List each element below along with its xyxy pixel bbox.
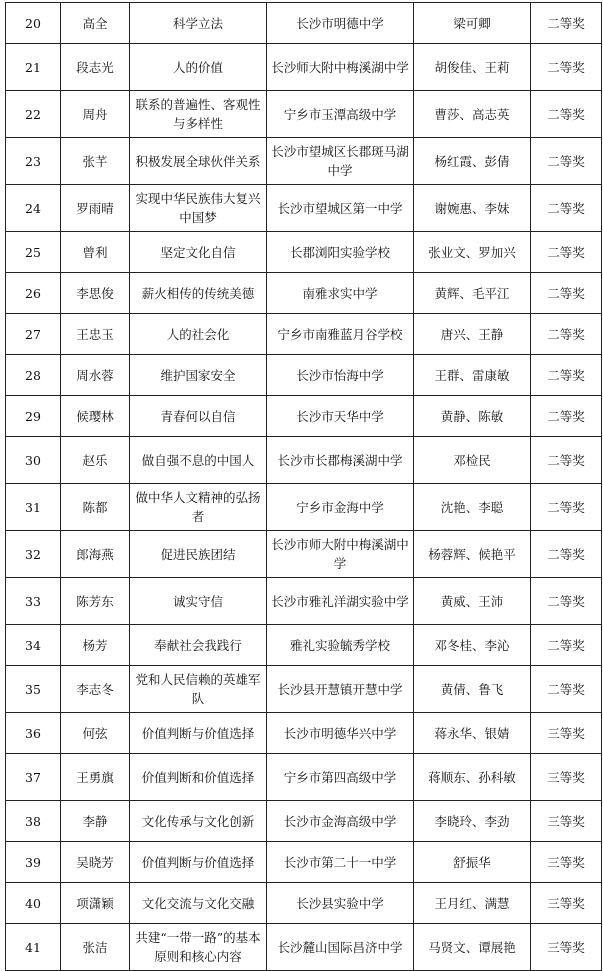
row-number: 34 [6, 625, 61, 666]
table-row [6, 531, 602, 578]
award: 三等奖 [531, 801, 602, 842]
award: 三等奖 [531, 842, 602, 883]
teacher: 李晓玲、李劲 [414, 801, 531, 842]
table-row [6, 44, 602, 91]
row-number: 36 [6, 713, 61, 754]
student-name: 高全 [61, 3, 130, 44]
row-number: 26 [6, 273, 61, 314]
award: 三等奖 [531, 924, 602, 971]
award: 二等奖 [531, 578, 602, 625]
award: 二等奖 [531, 396, 602, 437]
row-number: 40 [6, 883, 61, 924]
row-number: 20 [6, 3, 61, 44]
row-number: 21 [6, 44, 61, 91]
award: 二等奖 [531, 625, 602, 666]
row-number: 25 [6, 232, 61, 273]
topic: 诚实守信 [130, 578, 267, 625]
award: 二等奖 [531, 185, 602, 232]
teacher: 邓冬桂、李沁 [414, 625, 531, 666]
award: 三等奖 [531, 883, 602, 924]
row-number: 29 [6, 396, 61, 437]
teacher: 黄倩、鲁飞 [414, 666, 531, 713]
award: 二等奖 [531, 91, 602, 138]
topic: 奉献社会我践行 [130, 625, 267, 666]
table-row [6, 3, 602, 44]
student-name: 王忠玉 [61, 314, 130, 355]
topic: 科学立法 [130, 3, 267, 44]
teacher: 张业文、罗加兴 [414, 232, 531, 273]
student-name: 赵乐 [61, 437, 130, 484]
teacher: 王月红、满慧 [414, 883, 531, 924]
teacher: 谢婉惠、李妹 [414, 185, 531, 232]
row-number: 22 [6, 91, 61, 138]
topic: 文化传承与文化创新 [130, 801, 267, 842]
student-name: 郎海燕 [61, 531, 130, 578]
table-row [6, 437, 602, 484]
school: 长沙县开慧镇开慧中学 [267, 666, 414, 713]
table-row [6, 754, 602, 801]
topic: 做自强不息的中国人 [130, 437, 267, 484]
teacher: 杨蓉辉、候艳平 [414, 531, 531, 578]
topic: 维护国家安全 [130, 355, 267, 396]
teacher: 梁可卿 [414, 3, 531, 44]
row-number: 28 [6, 355, 61, 396]
row-number: 38 [6, 801, 61, 842]
teacher: 王群、雷康敏 [414, 355, 531, 396]
award: 二等奖 [531, 273, 602, 314]
teacher: 蒋永华、银婧 [414, 713, 531, 754]
topic: 人的价值 [130, 44, 267, 91]
award: 二等奖 [531, 44, 602, 91]
topic: 坚定文化自信 [130, 232, 267, 273]
school: 长沙师大附中梅溪湖中学 [267, 44, 414, 91]
student-name: 罗雨晴 [61, 185, 130, 232]
student-name: 李静 [61, 801, 130, 842]
school: 长沙县实验中学 [267, 883, 414, 924]
topic: 党和人民信赖的英雄军队 [130, 666, 267, 713]
topic: 价值判断与价值选择 [130, 713, 267, 754]
award: 二等奖 [531, 3, 602, 44]
table-row [6, 666, 602, 713]
teacher: 黄辉、毛平江 [414, 273, 531, 314]
student-name: 李志冬 [61, 666, 130, 713]
school: 长沙市师大附中梅溪湖中学 [267, 531, 414, 578]
table-row [6, 185, 602, 232]
table-row [6, 578, 602, 625]
row-number: 35 [6, 666, 61, 713]
school: 长沙市望城区第一中学 [267, 185, 414, 232]
student-name: 何弦 [61, 713, 130, 754]
school: 长沙市长郡梅溪湖中学 [267, 437, 414, 484]
student-name: 陈都 [61, 484, 130, 531]
student-name: 杨芳 [61, 625, 130, 666]
topic: 人的社会化 [130, 314, 267, 355]
school: 长沙市金海高级中学 [267, 801, 414, 842]
student-name: 陈芳东 [61, 578, 130, 625]
table-row [6, 273, 602, 314]
table-row [6, 842, 602, 883]
school: 长沙市明德中学 [267, 3, 414, 44]
topic: 青春何以自信 [130, 396, 267, 437]
award: 二等奖 [531, 232, 602, 273]
student-name: 项潇颖 [61, 883, 130, 924]
award: 二等奖 [531, 531, 602, 578]
student-name: 候璎林 [61, 396, 130, 437]
school: 长郡浏阳实验学校 [267, 232, 414, 273]
table-row [6, 91, 602, 138]
table-row [6, 355, 602, 396]
table-row [6, 484, 602, 531]
school: 宁乡市玉潭高级中学 [267, 91, 414, 138]
teacher: 马贤文、谭展艳 [414, 924, 531, 971]
school: 长沙市怡海中学 [267, 355, 414, 396]
row-number: 24 [6, 185, 61, 232]
school: 长沙市第二十一中学 [267, 842, 414, 883]
award: 二等奖 [531, 484, 602, 531]
teacher: 曹莎、高志英 [414, 91, 531, 138]
student-name: 周舟 [61, 91, 130, 138]
school: 长沙市雅礼洋湖实验中学 [267, 578, 414, 625]
row-number: 23 [6, 138, 61, 185]
student-name: 李思俊 [61, 273, 130, 314]
school: 雅礼实验毓秀学校 [267, 625, 414, 666]
topic: 联系的普遍性、客观性与多样性 [130, 91, 267, 138]
student-name: 曾利 [61, 232, 130, 273]
topic: 积极发展全球伙伴关系 [130, 138, 267, 185]
award: 三等奖 [531, 754, 602, 801]
table-row [6, 801, 602, 842]
topic: 做中华人文精神的弘扬者 [130, 484, 267, 531]
school: 宁乡市第四高级中学 [267, 754, 414, 801]
school: 长沙市天华中学 [267, 396, 414, 437]
topic: 价值判断与价值选择 [130, 842, 267, 883]
award: 二等奖 [531, 355, 602, 396]
teacher: 杨红霞、彭倩 [414, 138, 531, 185]
row-number: 30 [6, 437, 61, 484]
topic: 文化交流与文化交融 [130, 883, 267, 924]
student-name: 周水蓉 [61, 355, 130, 396]
school: 南雅求实中学 [267, 273, 414, 314]
school: 长沙市明德华兴中学 [267, 713, 414, 754]
table-row [6, 713, 602, 754]
row-number: 39 [6, 842, 61, 883]
teacher: 黄威、王沛 [414, 578, 531, 625]
awards-table [5, 2, 602, 971]
student-name: 王勇旗 [61, 754, 130, 801]
award: 二等奖 [531, 437, 602, 484]
teacher: 沈艳、李聪 [414, 484, 531, 531]
row-number: 32 [6, 531, 61, 578]
row-number: 37 [6, 754, 61, 801]
award: 三等奖 [531, 713, 602, 754]
table-row [6, 396, 602, 437]
school: 宁乡市金海中学 [267, 484, 414, 531]
student-name: 张洁 [61, 924, 130, 971]
topic: 促进民族团结 [130, 531, 267, 578]
school: 长沙麓山国际昌济中学 [267, 924, 414, 971]
topic: 共建“一带一路”的基本原则和核心内容 [130, 924, 267, 971]
student-name: 张芊 [61, 138, 130, 185]
award: 二等奖 [531, 666, 602, 713]
teacher: 胡俊佳、王莉 [414, 44, 531, 91]
topic: 价值判断和价值选择 [130, 754, 267, 801]
topic: 实现中华民族伟大复兴中国梦 [130, 185, 267, 232]
row-number: 31 [6, 484, 61, 531]
teacher: 黄静、陈敏 [414, 396, 531, 437]
topic: 薪火相传的传统美德 [130, 273, 267, 314]
award: 二等奖 [531, 314, 602, 355]
table-row [6, 232, 602, 273]
teacher: 蒋顺东、孙科敏 [414, 754, 531, 801]
row-number: 41 [6, 924, 61, 971]
school: 长沙市望城区长郡斑马湖中学 [267, 138, 414, 185]
student-name: 吴晓芳 [61, 842, 130, 883]
table-row [6, 625, 602, 666]
teacher: 舒振华 [414, 842, 531, 883]
row-number: 33 [6, 578, 61, 625]
school: 宁乡市南雅蓝月谷学校 [267, 314, 414, 355]
table-row [6, 924, 602, 971]
teacher: 邓检民 [414, 437, 531, 484]
table-row [6, 138, 602, 185]
row-number: 27 [6, 314, 61, 355]
teacher: 唐兴、王静 [414, 314, 531, 355]
table-row [6, 314, 602, 355]
award: 二等奖 [531, 138, 602, 185]
table-row [6, 883, 602, 924]
student-name: 段志光 [61, 44, 130, 91]
